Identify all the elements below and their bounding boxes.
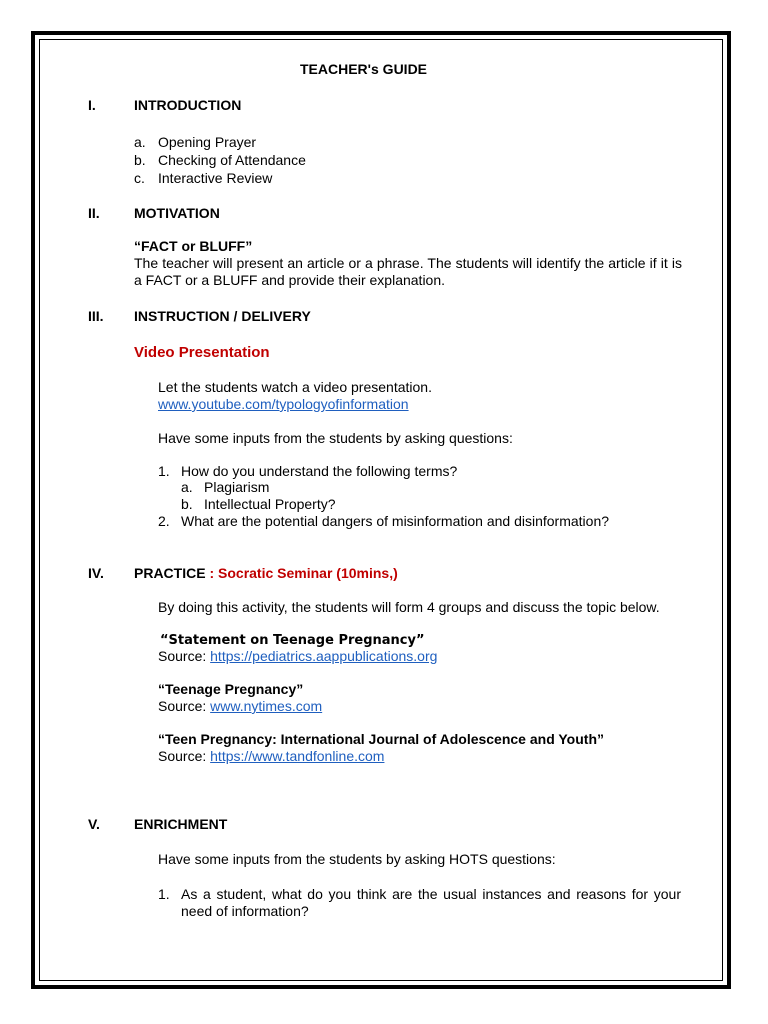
practice-label: PRACTICE bbox=[134, 565, 206, 581]
list-marker: a. bbox=[181, 479, 193, 495]
section-heading-instruction: INSTRUCTION / DELIVERY bbox=[134, 308, 311, 324]
section-heading-motivation: MOTIVATION bbox=[134, 205, 220, 221]
source-label: Source: bbox=[158, 648, 207, 664]
source-title-1: “Statement on Teenage Pregnancy” bbox=[160, 633, 425, 648]
watch-instruction: Let the students watch a video presentation. bbox=[158, 379, 432, 395]
term-plagiarism: Plagiarism bbox=[204, 479, 270, 495]
activity-title: “FACT or BLUFF” bbox=[134, 238, 253, 254]
source-link-pediatrics[interactable]: https://pediatrics.aappublications.org bbox=[210, 648, 438, 664]
list-marker: 1. bbox=[158, 886, 170, 902]
source-line-2 bbox=[158, 698, 322, 715]
source-title-2: “Teenage Pregnancy” bbox=[158, 681, 304, 697]
activity-description: The teacher will present an article or a phrase. The students will identify the article if it is a FACT or a BLUFF and provide their explanation. bbox=[134, 255, 682, 288]
list-item-opening-prayer: Opening Prayer bbox=[158, 134, 257, 150]
list-marker: b. bbox=[181, 496, 193, 512]
source-line-3 bbox=[158, 748, 384, 765]
list-marker: 2. bbox=[158, 513, 170, 529]
practice-subtitle: Socratic Seminar (10mins,) bbox=[218, 565, 398, 581]
term-intellectual-property: Intellectual Property? bbox=[204, 496, 336, 512]
section-number-introduction: I. bbox=[88, 97, 96, 113]
list-marker: a. bbox=[134, 134, 146, 150]
subheading-video-presentation: Video Presentation bbox=[134, 344, 270, 361]
section-number-enrichment: V. bbox=[88, 816, 100, 832]
section-heading-enrichment: ENRICHMENT bbox=[134, 816, 228, 832]
question-terms: How do you understand the following terms? bbox=[181, 463, 458, 479]
section-number-practice: IV. bbox=[88, 565, 104, 581]
section-heading-introduction: INTRODUCTION bbox=[134, 97, 242, 113]
video-link[interactable]: www.youtube.com/typologyofinformation bbox=[158, 396, 409, 412]
source-label: Source: bbox=[158, 748, 207, 764]
section-heading-practice bbox=[134, 565, 398, 582]
practice-separator: : bbox=[205, 565, 219, 581]
document-title: TEACHER's GUIDE bbox=[300, 61, 428, 77]
source-link-nytimes[interactable]: www.nytimes.com bbox=[210, 698, 323, 714]
hots-question-1: As a student, what do you think are the usual instances and reasons for your need of information? bbox=[181, 886, 681, 919]
source-link-tandfonline[interactable]: https://www.tandfonline.com bbox=[210, 748, 385, 764]
source-title-3: “Teen Pregnancy: International Journal of Adolescence and Youth” bbox=[158, 731, 605, 747]
source-label: Source: bbox=[158, 698, 207, 714]
hots-instruction: Have some inputs from the students by asking HOTS questions: bbox=[158, 851, 556, 867]
list-item-interactive-review: Interactive Review bbox=[158, 170, 273, 186]
source-line-1 bbox=[158, 648, 437, 665]
question-dangers: What are the potential dangers of misinformation and disinformation? bbox=[181, 513, 610, 529]
practice-intro: By doing this activity, the students will form 4 groups and discuss the topic below. bbox=[158, 599, 660, 615]
section-number-instruction: III. bbox=[88, 308, 104, 324]
inputs-instruction: Have some inputs from the students by asking questions: bbox=[158, 430, 513, 446]
section-number-motivation: II. bbox=[88, 205, 100, 221]
list-item-attendance: Checking of Attendance bbox=[158, 152, 306, 168]
list-marker: 1. bbox=[158, 463, 170, 479]
list-marker: c. bbox=[134, 170, 145, 186]
list-marker: b. bbox=[134, 152, 146, 168]
